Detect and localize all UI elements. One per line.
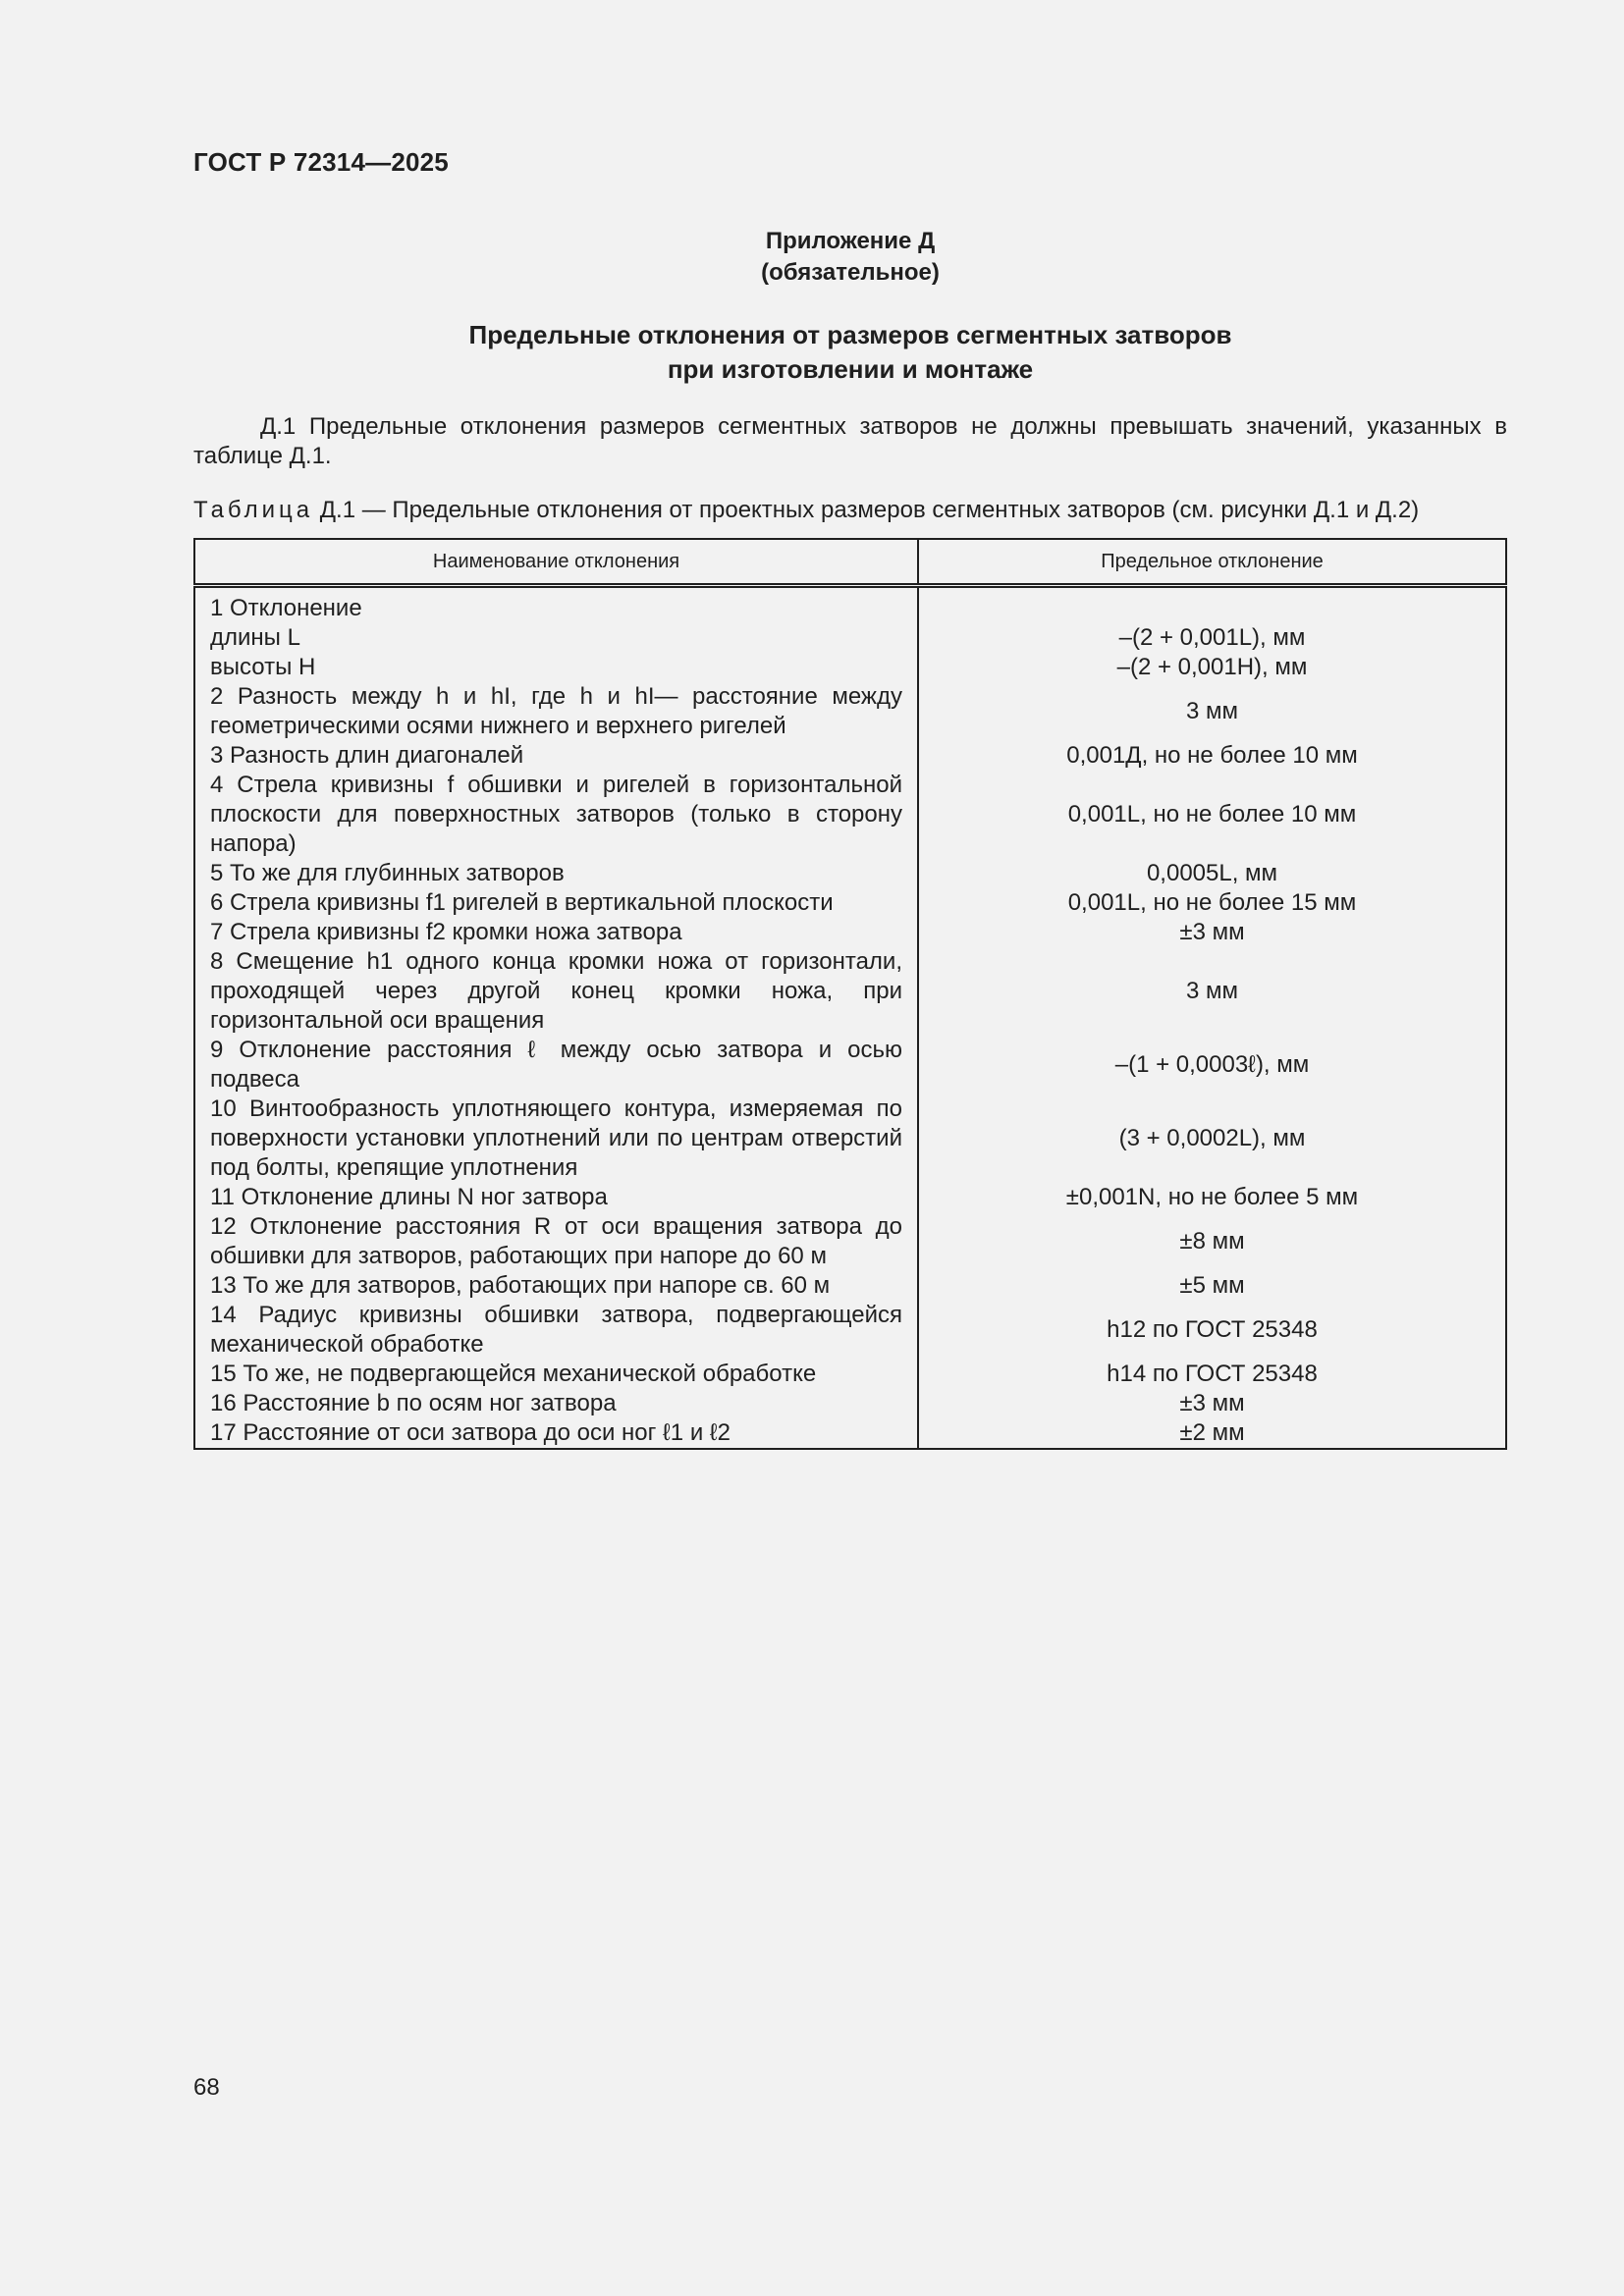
document-id: ГОСТ Р 72314—2025 <box>193 147 449 177</box>
deviation-name: 3 Разность длин диагоналей <box>194 741 918 771</box>
deviation-value: –(1 + 0,0003ℓ), мм <box>918 1036 1506 1095</box>
table-row <box>194 1389 1506 1418</box>
deviation-name: 17 Расстояние от оси затвора до оси ног ℓ1 и ℓ2 <box>194 1418 918 1449</box>
table-row <box>194 1036 1506 1095</box>
table-row <box>194 1271 1506 1301</box>
table-row <box>194 1360 1506 1389</box>
deviation-value: 0,0005L, мм <box>918 859 1506 888</box>
table-row <box>194 1418 1506 1449</box>
deviation-value: ±2 мм <box>918 1418 1506 1449</box>
deviation-name: 7 Стрела кривизны f2 кромки ножа затвора <box>194 918 918 947</box>
deviation-name: высоты H <box>194 653 918 682</box>
deviation-name: 10 Винтообразность уплотняющего контура, измеряемая по поверхности установки уплотнений или по центрам отверстий под болты, крепящие уплотнения <box>194 1095 918 1183</box>
table-header-row <box>194 539 1506 586</box>
table-row <box>194 1301 1506 1360</box>
section-title <box>0 318 1624 387</box>
deviation-value: 3 мм <box>918 947 1506 1036</box>
table-row <box>194 1212 1506 1271</box>
table-caption-text: Д.1 — Предельные отклонения от проектных размеров сегментных затворов (см. рисунки Д.1 и Д.2) <box>319 497 1420 523</box>
deviation-name: 8 Смещение h1 одного конца кромки ножа от горизонтали, проходящей через другой конец кромки ножа, при горизонтальной оси вращения <box>194 947 918 1036</box>
table-row <box>194 859 1506 888</box>
deviation-name: 14 Радиус кривизны обшивки затвора, подвергающейся механической обработке <box>194 1301 918 1360</box>
column-header-value: Предельное отклонение <box>918 539 1506 586</box>
deviation-name: 5 То же для глубинных затворов <box>194 859 918 888</box>
appendix-heading <box>0 226 1624 289</box>
table-row <box>194 623 1506 653</box>
deviation-value: –(2 + 0,001L), мм <box>918 623 1506 653</box>
deviation-value <box>918 586 1506 624</box>
table-row <box>194 918 1506 947</box>
table-row <box>194 1183 1506 1212</box>
deviation-value: 0,001L, но не более 15 мм <box>918 888 1506 918</box>
tolerance-table <box>193 538 1507 1450</box>
table-row <box>194 653 1506 682</box>
deviation-name: 1 Отклонение <box>194 586 918 624</box>
table-caption <box>193 496 1507 525</box>
table-caption-word: Таблица <box>193 497 314 523</box>
deviation-value: –(2 + 0,001H), мм <box>918 653 1506 682</box>
table-row <box>194 1095 1506 1183</box>
deviation-name: 11 Отклонение длины N ног затвора <box>194 1183 918 1212</box>
deviation-value: (3 + 0,0002L), мм <box>918 1095 1506 1183</box>
deviation-value: h14 по ГОСТ 25348 <box>918 1360 1506 1389</box>
deviation-value: 0,001L, но не более 10 мм <box>918 771 1506 859</box>
deviation-name: 9 Отклонение расстояния ℓ между осью затвора и осью подвеса <box>194 1036 918 1095</box>
table-row <box>194 741 1506 771</box>
appendix-label: Приложение Д <box>765 228 936 254</box>
deviation-value: 3 мм <box>918 682 1506 741</box>
table-row <box>194 586 1506 624</box>
section-title-line-1: Предельные отклонения от размеров сегментных затворов <box>468 320 1232 349</box>
section-title-line-2: при изготовлении и монтаже <box>667 354 1034 384</box>
table-row <box>194 947 1506 1036</box>
deviation-value: ±8 мм <box>918 1212 1506 1271</box>
deviation-name: 15 То же, не подвергающейся механической обработке <box>194 1360 918 1389</box>
deviation-value: ±3 мм <box>918 918 1506 947</box>
table-row <box>194 771 1506 859</box>
table-row <box>194 682 1506 741</box>
deviation-name: 13 То же для затворов, работающих при напоре св. 60 м <box>194 1271 918 1301</box>
body-paragraph: Д.1 Предельные отклонения размеров сегментных затворов не должны превышать значений, указанных в таблице Д.1. <box>193 413 1507 469</box>
column-header-name: Наименование отклонения <box>194 539 918 586</box>
deviation-name: длины L <box>194 623 918 653</box>
deviation-name: 16 Расстояние b по осям ног затвора <box>194 1389 918 1418</box>
table-row <box>194 888 1506 918</box>
deviation-value: ±3 мм <box>918 1389 1506 1418</box>
appendix-status: (обязательное) <box>761 259 940 286</box>
deviation-value: ±0,001N, но не более 5 мм <box>918 1183 1506 1212</box>
deviation-name: 12 Отклонение расстояния R от оси вращения затвора до обшивки для затворов, работающих при напоре до 60 м <box>194 1212 918 1271</box>
deviation-value: 0,001Д, но не более 10 мм <box>918 741 1506 771</box>
page-number: 68 <box>193 2074 220 2101</box>
deviation-value: h12 по ГОСТ 25348 <box>918 1301 1506 1360</box>
deviation-name: 6 Стрела кривизны f1 ригелей в вертикальной плоскости <box>194 888 918 918</box>
deviation-name: 2 Разность между h и hI, где h и hI— расстояние между геометрическими осями нижнего и верхнего ригелей <box>194 682 918 741</box>
deviation-name: 4 Стрела кривизны f обшивки и ригелей в горизонтальной плоскости для поверхностных затворов (только в сторону напора) <box>194 771 918 859</box>
deviation-value: ±5 мм <box>918 1271 1506 1301</box>
